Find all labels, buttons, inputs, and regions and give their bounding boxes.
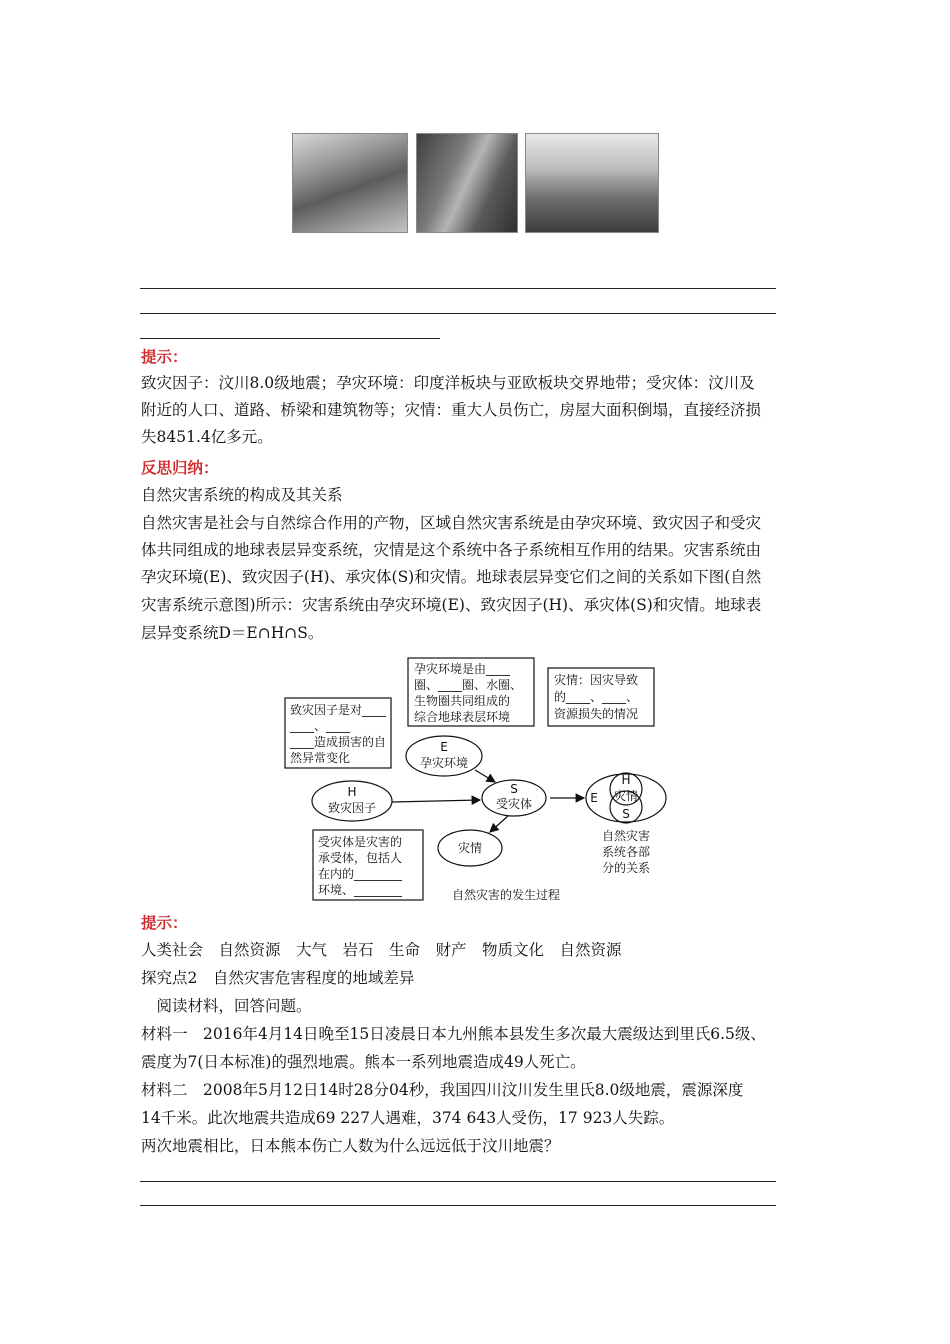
factor-box-line: ____造成损害的自 xyxy=(290,735,387,749)
photo-landslide-valley xyxy=(416,133,518,233)
hint-label: 提示： xyxy=(141,347,188,366)
factor-box-line: 然异常变化 xyxy=(290,751,351,765)
body-label: 受灾体 xyxy=(495,797,533,811)
answer-line xyxy=(140,1181,776,1182)
photo-crowd-ruins xyxy=(525,133,659,233)
diagram-caption: 自然灾害的发生过程 xyxy=(451,888,561,902)
env-box-line: 圈、____圈、水圈、 xyxy=(414,678,523,692)
question: 两次地震相比，日本熊本伤亡人数为什么远远低于汶川地震？ xyxy=(141,1137,560,1155)
body-box-line: 环境、________ xyxy=(318,883,403,897)
material-line: 震度为7(日本标准)的强烈地震。熊本一系列地震造成49人死亡。 xyxy=(141,1053,586,1071)
hint-line: 失8451.4亿多元。 xyxy=(141,428,273,446)
material-line: 14千米。此次地震共造成69 227人遇难，374 643人受伤，17 923人失踪。 xyxy=(141,1109,675,1127)
factor-box-line: 致灾因子是对____ xyxy=(290,703,387,717)
body-box-line: 受灾体是灾害的 xyxy=(318,835,403,849)
env-letter: E xyxy=(440,740,448,754)
body-box-line: 承受体，包括人 xyxy=(318,851,403,865)
disaster-box-line: 资源损失的情况 xyxy=(554,707,639,721)
factor-box-line: ____、____ xyxy=(290,719,351,733)
env-box-line: 生物圈共同组成的 xyxy=(414,694,511,708)
reflect-line: 孕灾环境(E)、致灾因子(H)、承灾体(S)和灾情。地球表层异变它们之间的关系如下图(自然 xyxy=(141,568,762,586)
body-letter: S xyxy=(510,782,518,796)
situation-label: 灾情 xyxy=(457,841,483,855)
venn-caption-line: 分的关系 xyxy=(601,861,651,875)
instruction: 阅读材料，回答问题。 xyxy=(141,997,312,1015)
venn-situation-label: 灾情 xyxy=(613,789,639,803)
material-line: 材料一 2016年4月14日晚至15日凌晨日本九州熊本县发生多次最大震级达到里氏6.5级、 xyxy=(141,1025,766,1043)
reflect-line: 灾害系统示意图)所示：灾害系统由孕灾环境(E)、致灾因子(H)、承灾体(S)和灾情。地球表 xyxy=(141,596,762,614)
hint-label: 提示： xyxy=(141,913,188,932)
body-box-line: 在内的________ xyxy=(318,867,403,881)
disaster-box-line: 灾情：因灾导致 xyxy=(554,673,639,687)
hint-line: 附近的人口、道路、桥梁和建筑物等；灾情：重大人员伤亡，房屋大面积倒塌，直接经济损 xyxy=(141,401,762,419)
reflect-line: 自然灾害系统的构成及其关系 xyxy=(141,486,343,504)
env-box-line: 综合地球表层环境 xyxy=(414,710,511,724)
disaster-box-line: 的____、____、 xyxy=(554,690,639,704)
answer-line xyxy=(140,1205,776,1206)
venn-caption-line: 自然灾害 xyxy=(601,829,651,843)
section-title: 探究点2 自然灾害危害程度的地域差异 xyxy=(141,969,415,987)
env-label: 孕灾环境 xyxy=(419,756,469,770)
reflect-label: 反思归纳： xyxy=(141,458,219,477)
answer-line xyxy=(140,288,776,289)
material-line: 材料二 2008年5月12日14时28分04秒，我国四川汶川发生里氏8.0级地震，震源深度 xyxy=(141,1081,744,1099)
hint-answers: 人类社会 自然资源 大气 岩石 生命 财产 物质文化 自然资源 xyxy=(141,941,622,959)
venn-caption-line: 系统各部 xyxy=(601,845,651,859)
factor-label: 致灾因子 xyxy=(327,801,377,815)
disaster-system-diagram xyxy=(280,650,680,910)
reflect-line: 层异变系统D＝E∩H∩S。 xyxy=(141,624,324,642)
reflect-line: 自然灾害是社会与自然综合作用的产物，区域自然灾害系统是由孕灾环境、致灾因子和受灾 xyxy=(141,514,762,532)
photo-collapsed-building xyxy=(292,133,408,233)
venn-h-letter: H xyxy=(621,773,631,787)
reflect-line: 体共同组成的地球表层异变系统，灾情是这个系统中各子系统相互作用的结果。灾害系统由 xyxy=(141,541,762,559)
answer-line xyxy=(140,313,776,314)
venn-s-letter: S xyxy=(622,807,630,821)
answer-line xyxy=(140,338,440,339)
venn-e-letter: E xyxy=(590,791,598,805)
hint-line: 致灾因子：汶川8.0级地震；孕灾环境：印度洋板块与亚欧板块交界地带；受灾体：汶川及 xyxy=(141,374,755,392)
factor-letter: H xyxy=(347,785,357,799)
env-box-line: 孕灾环境是由____ xyxy=(414,662,511,676)
